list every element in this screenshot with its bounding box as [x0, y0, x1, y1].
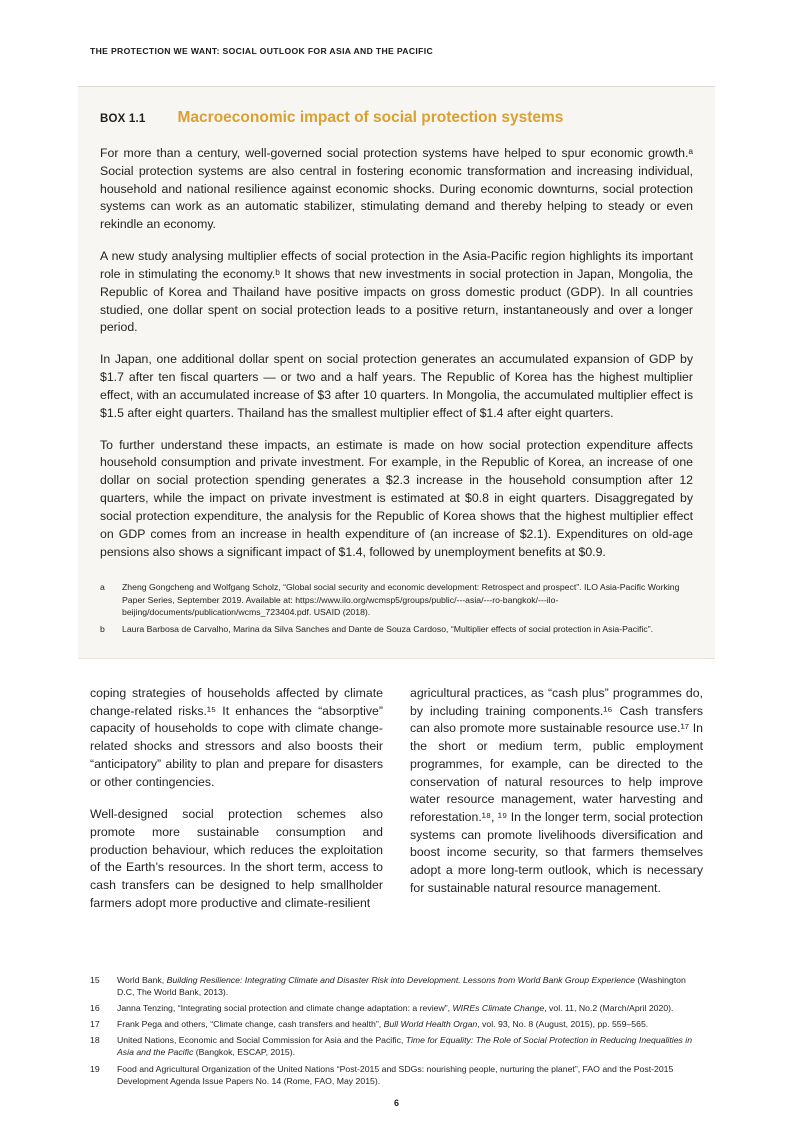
footnote-text-italic: Time for Equality: The Role of Social Protection in Reducing Inequalities in Asia and the Pacific — [117, 1035, 693, 1058]
box-label: BOX 1.1 — [100, 113, 146, 125]
footnote-item-18 — [90, 1034, 703, 1058]
footnote-text-italic: Bull World Health Organ — [383, 1019, 478, 1030]
footnote-text-post: , vol. 11, No.2 (March/April 2020). — [544, 1002, 674, 1013]
body-paragraph: agricultural practices, as “cash plus” programmes do, by including training components.¹⁶ Cash transfers can also promote more sustainable resource use.¹⁷ In the short or medium term, public employment programmes, for example, can be directed to the conservation of natural resources to help improve water resource management, water harvesting and reforestation.¹⁸, ¹⁹ In the longer term, social protection systems can promote livelihoods diversification and boost income security, so that farmers themselves adopt a more long-term outlook, which is necessary for sustainable natural resource management. — [410, 686, 703, 895]
right-column — [410, 685, 703, 927]
body-columns — [90, 685, 703, 927]
footnote-text-italic: WIREs Climate Change — [452, 1002, 545, 1013]
box-footnote-marker: b — [100, 623, 105, 634]
footnote-text — [117, 1063, 703, 1087]
footnote-number: 16 — [90, 1002, 100, 1013]
box-footnote-a — [100, 581, 693, 618]
footnote-text-post: (Bangkok, ESCAP, 2015). — [193, 1047, 296, 1058]
box-paragraph-3: In Japan, one additional dollar spent on social protection generates an accumulated expansion of GDP by $1.7 after ten fiscal quarters — or two and a half years. The Republic of Korea has the highest multiplier effect, with an accumulated increase of $3 after 10 quarters. In Mongolia, the accumulated multiplier effect is $1.5 after eight quarters. Thailand has the smallest multiplier effect of $1.4 after eight quarters. — [100, 352, 693, 420]
footnote-number: 18 — [90, 1035, 100, 1046]
footnote-text-pre: Food and Agricultural Organization of the United Nations “Post-2015 and SDGs: nourishing people, nurturing the planet”, FAO and the Post-2015 Development Agenda Issue Papers No. 14 (Rome, FAO, May 2015). — [117, 1063, 674, 1086]
body-paragraph: Well-designed social protection schemes also promote more sustainable consumption and production behaviour, which reduces the exploitation of the Earth’s resources. In the short term, access to cash transfers can be designed to help smallholder farmers adopt more productive and climate-resilient — [90, 807, 383, 910]
footnote-text-pre: Frank Pega and others, “Climate change, cash transfers and health”, — [117, 1019, 384, 1030]
box-heading — [100, 109, 693, 127]
running-header: THE PROTECTION WE WANT: SOCIAL OUTLOOK FOR ASIA AND THE PACIFIC — [90, 46, 434, 56]
footnote-number: 17 — [90, 1019, 100, 1030]
box-title: Macroeconomic impact of social protection systems — [177, 109, 564, 126]
box-paragraph-4: To further understand these impacts, an estimate is made on how social protection expenditure affects household consumption and private investment. For example, in the Republic of Korea, an increase of one dollar on social protection spending generates a $2.3 increase in the household consumption after 12 quarters, while the impact on private investment is estimated at $0.8 in eight quarters. Disaggregated by social protection expenditure, the analysis for the Republic of Korea shows that the highest multiplier effect on GDP comes from an increase in health expenditure of (an increase of $2.1). Expenditures on old-age pensions also shows a significant impact of $1.4, followed by unemployment benefits at $0.9. — [100, 437, 693, 559]
box-footnote-b — [100, 623, 693, 635]
footnote-text-pre: Janna Tenzing, “Integrating social protection and climate change adaptation: a review”, — [117, 1002, 453, 1013]
footnote-text — [117, 1034, 703, 1058]
footnote-item-15 — [90, 974, 703, 998]
footnote-number: 19 — [90, 1063, 100, 1074]
footnote-text-italic: Building Resilience: Integrating Climate and Disaster Risk into Development. Lessons from World Bank Group Experience — [166, 974, 635, 985]
box-footnote-text: Zheng Gongcheng and Wolfgang Scholz, “Global social security and economic development: Retrospect and prospect”. ILO Asia-Pacific Working Paper Series, September 2019. Available at: https://www.ilo.org/wcmsp5/groups/public/---asia/---ro-bangkok/---ilo-beijing/documents/publication/wcms_723404.pdf. USAID (2018). — [122, 582, 680, 617]
footnote-item-17 — [90, 1018, 703, 1030]
box-paragraph-1: For more than a century, well-governed social protection systems have helped to spur economic growth.ᵃ Social protection systems are also central in fostering economic transformation and increasing individual, household and national resilience against economic shocks. During economic downturns, social protection systems can work as an automatic stabilizer, stimulating demand and thereby helping to steady or even rekindle an economy. — [100, 146, 693, 232]
footnote-text-post: , vol. 93, No. 8 (August, 2015), pp. 559–565. — [477, 1019, 649, 1030]
footnote-text-post: (Washington D.C, The World Bank, 2013). — [117, 974, 686, 997]
footnote-text-pre: World Bank, — [117, 974, 167, 985]
footnote-text — [117, 1002, 703, 1014]
footnote-text-pre: United Nations, Economic and Social Commission for Asia and the Pacific, — [117, 1035, 406, 1046]
body-paragraph: coping strategies of households affected by climate change-related risks.¹⁵ It enhances the “absorptive” capacity of households to cope with climate change-related shocks and stressors and also boosts their “anticipatory” ability to plan and prepare for disasters or other contingencies. — [90, 686, 383, 789]
footnote-text — [117, 974, 703, 998]
box-1-1 — [78, 86, 715, 659]
box-footnotes — [100, 581, 693, 635]
footnote-item-16 — [90, 1002, 703, 1014]
footnote-item-19 — [90, 1063, 703, 1087]
left-column — [90, 685, 383, 927]
page-number: 6 — [393, 1098, 399, 1108]
box-paragraph-2: A new study analysing multiplier effects of social protection in the Asia-Pacific region highlights its important role in stimulating the economy.ᵇ It shows that new investments in social protection in Japan, Mongolia, the Republic of Korea and Thailand have positive impacts on gross domestic product (GDP). In all countries studied, one dollar spent on social protection leads to a positive return, instantaneously and over a longer period. — [100, 249, 693, 335]
box-footnote-text: Laura Barbosa de Carvalho, Marina da Silva Sanches and Dante de Souza Cardoso, “Multiplier effects of social protection in Asia-Pacific”. — [122, 623, 654, 634]
box-footnote-marker: a — [100, 582, 105, 593]
footnote-number: 15 — [90, 974, 100, 985]
page-footnotes — [90, 974, 703, 1087]
footnote-text — [117, 1018, 703, 1030]
